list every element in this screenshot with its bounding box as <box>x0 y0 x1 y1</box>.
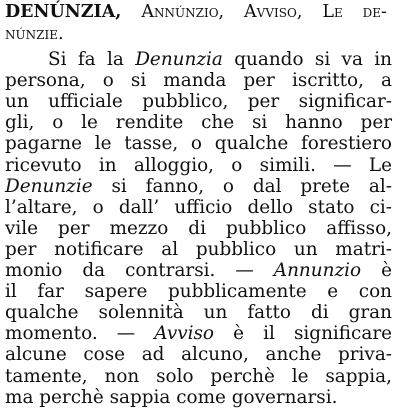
body-line-7: Denunzie si fanno, o dal prete al- <box>5 175 392 197</box>
body-line-13: qualche solennità un fatto di gran <box>5 302 392 324</box>
synonym-le-denunzie-part-2: núnzie. <box>5 24 64 44</box>
body-line-11: monio da contrarsi. — Annunzio è <box>5 260 393 281</box>
headword: DENÚNZIA, <box>5 2 122 22</box>
body-line-6: ricevuto in alloggio, o simili. — Le <box>5 154 392 176</box>
synonym-avviso: Avviso, <box>244 2 303 22</box>
term-denunzie: Denunzie <box>5 175 93 197</box>
body-line-1: Si fa la Denunzia quando si va in <box>48 49 392 70</box>
term-annunzio: Annunzio <box>273 260 362 281</box>
body-line-3: un ufficiale pubblico, per significar- <box>5 91 392 113</box>
body-line-2: persona, o si manda per iscritto, a <box>5 70 392 92</box>
body-line-8: l’altare, o dall’ ufficio dello stato ci- <box>5 196 392 218</box>
term-denunzia: Denunzia <box>135 49 223 70</box>
body-line-15: alcune cose ad alcuno, anche priva- <box>5 344 392 366</box>
synonym-le-denunzie-part-1: Le de- <box>322 2 387 22</box>
synonym-annunzio: Annúnzio, <box>141 2 225 22</box>
body-line-10: per notificare al pubblico un matri- <box>5 238 392 260</box>
body-line-5: pagarne le tasse, o qualche forestiero <box>5 133 392 155</box>
body-line-17: ma perchè sappia come governarsi. <box>5 386 338 408</box>
entry-heading-line-1 <box>5 1 387 23</box>
body-line-12: il far sapere pubblicamente e con <box>5 281 392 303</box>
body-line-9: vile per mezzo di pubblico affisso, <box>5 217 392 239</box>
body-line-14: momento. — Avviso è il significare <box>5 323 392 345</box>
body-line-16: tamente, non solo perchè le sappia, <box>5 365 392 387</box>
term-avviso: Avviso <box>154 323 214 345</box>
body-line-4: gli, o le rendite che si hanno per <box>5 112 392 134</box>
